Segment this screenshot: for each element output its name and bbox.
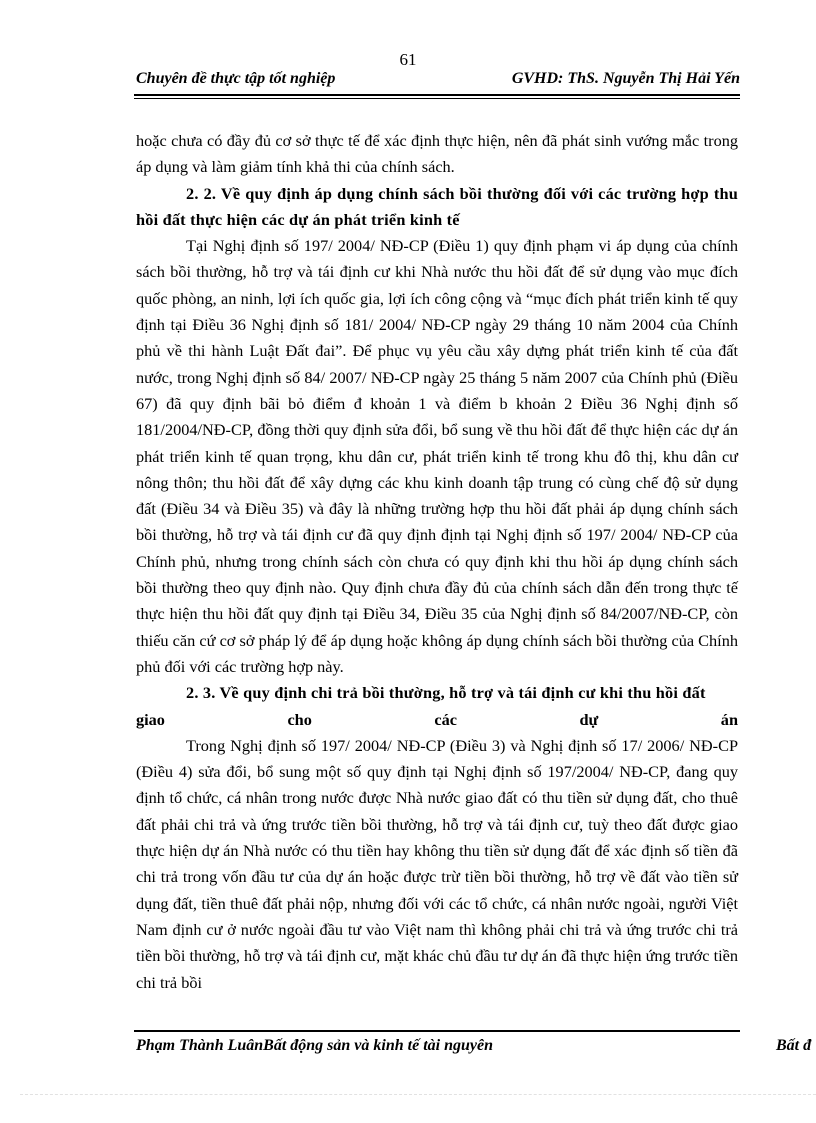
header-rule (134, 94, 740, 96)
page-break-line (20, 1094, 816, 1095)
document-body (136, 128, 738, 996)
header-advisor: GVHD: ThS. Nguyễn Thị Hải Yến (511, 70, 740, 87)
footer-truncated-text: Bất đ (776, 1037, 812, 1054)
section-heading-2-3-continued (136, 707, 738, 733)
heading-word: các (434, 709, 457, 729)
heading-word: giao (136, 709, 165, 729)
paragraph-continuation: hoặc chưa có đầy đủ cơ sở thực tế để xác định thực hiện, nên đã phát sinh vướng mắc trong áp dụng và làm giảm tính khả thi của chính sách. (136, 131, 738, 177)
paragraph-2-2: Tại Nghị định số 197/ 2004/ NĐ-CP (Điều 1) quy định phạm vi áp dụng của chính sách bồi thường, hỗ trợ và tái định cư khi Nhà nước thu hồi đất để sử dụng vào mục đích quốc phòng, an ninh, lợi ích quốc gia, lợi ích công cộng và “mục đích phát triển kinh tế quy định tại Điều 36 Nghị định số 181/ 2004/ NĐ-CP ngày 29 tháng 10 năm 2004 của Chính phủ về thi hành Luật Đất đai”. Để phục vụ yêu cầu xây dựng phát triển kinh tế của đất nước, trong Nghị định số 84/ 2007/ NĐ-CP ngày 25 tháng 5 năm 2007 của Chính phủ (Điều 67) đã quy định bãi bỏ điểm đ khoản 1 và điểm b khoản 2 Điều 36 Nghị định số 181/2004/NĐ-CP, đồng thời quy định sửa đổi, bổ sung về thu hồi đất để thực hiện các dự án phát triển kinh tế quan trọng, khu dân cư, phát triển kinh tế trong khu đô thị, khu dân cư nông thôn; thu hồi đất để xây dựng các khu kinh doanh tập trung có cùng chế độ sử dụng đất (Điều 34 và Điều 35) và đây là những trường hợp thu hồi đất phải áp dụng chính sách bồi thường, hỗ trợ và tái định cư đã quy định định tại Nghị định số 197/ 2004/ NĐ-CP của Chính phủ, nhưng trong chính sách còn chưa có quy định khi thu hồi áp dụng chính sách bồi thường theo quy định nào. Quy định chưa đầy đủ của chính sách dẫn đến trong thực tế thực hiện thu hồi đất quy định tại Điều 34, Điều 35 của Nghị định số 84/2007/NĐ-CP, còn thiếu căn cứ cơ sở pháp lý để áp dụng hoặc không áp dụng chính sách bồi thường của Chính phủ đối với các trường hợp này. (136, 236, 738, 676)
paragraph-2-3: Trong Nghị định số 197/ 2004/ NĐ-CP (Điều 3) và Nghị định số 17/ 2006/ NĐ-CP (Điều 4) sửa đổi, bổ sung một số quy định tại Nghị định số 197/2004/ NĐ-CP, đang quy định tổ chức, cá nhân trong nước được Nhà nước giao đất có thu tiền sử dụng đất, cho thuê đất phải chi trả và ứng trước tiền bồi thường, hỗ trợ và tái định cư, tuỳ theo đất được giao thực hiện dự án Nhà nước có thu tiền hay không thu tiền sử dụng đất để xác định số tiền đã chi trả trong vốn đầu tư của dự án hoặc được trừ tiền bồi thường, hỗ trợ về đất vào tiền sử dụng đất, tiền thuê đất phải nộp, nhưng đối với các tổ chức, cá nhân nước ngoài, người Việt Nam định cư ở nước ngoài đầu tư vào Việt nam thì không phải chi trả và ứng trước chi trả tiền bồi thường, hỗ trợ và tái định cư, mặt khác chủ đầu tư dự án đã thực hiện ứng trước tiền chi trả bồi (136, 735, 738, 992)
header-rule-thin (134, 98, 740, 99)
page-number: 61 (399, 50, 417, 69)
header-title: Chuyên đề thực tập tốt nghiệp (136, 70, 336, 87)
section-heading-2-3: 2. 3. Về quy định chi trả bồi thường, hỗ trợ và tái định cư khi thu hồi đất (186, 683, 706, 703)
heading-word: cho (287, 709, 312, 729)
footer-author: Phạm Thành LuânBất động sản và kinh tế tài nguyên (136, 1037, 493, 1054)
heading-word: dự (579, 709, 599, 729)
heading-word: án (720, 709, 738, 729)
section-heading-2-2: 2. 2. Về quy định áp dụng chính sách bồi thường đối với các trường hợp thu hồi đất thực hiện các dự án phát triển kinh tế (136, 183, 738, 229)
footer-rule (134, 1030, 740, 1032)
